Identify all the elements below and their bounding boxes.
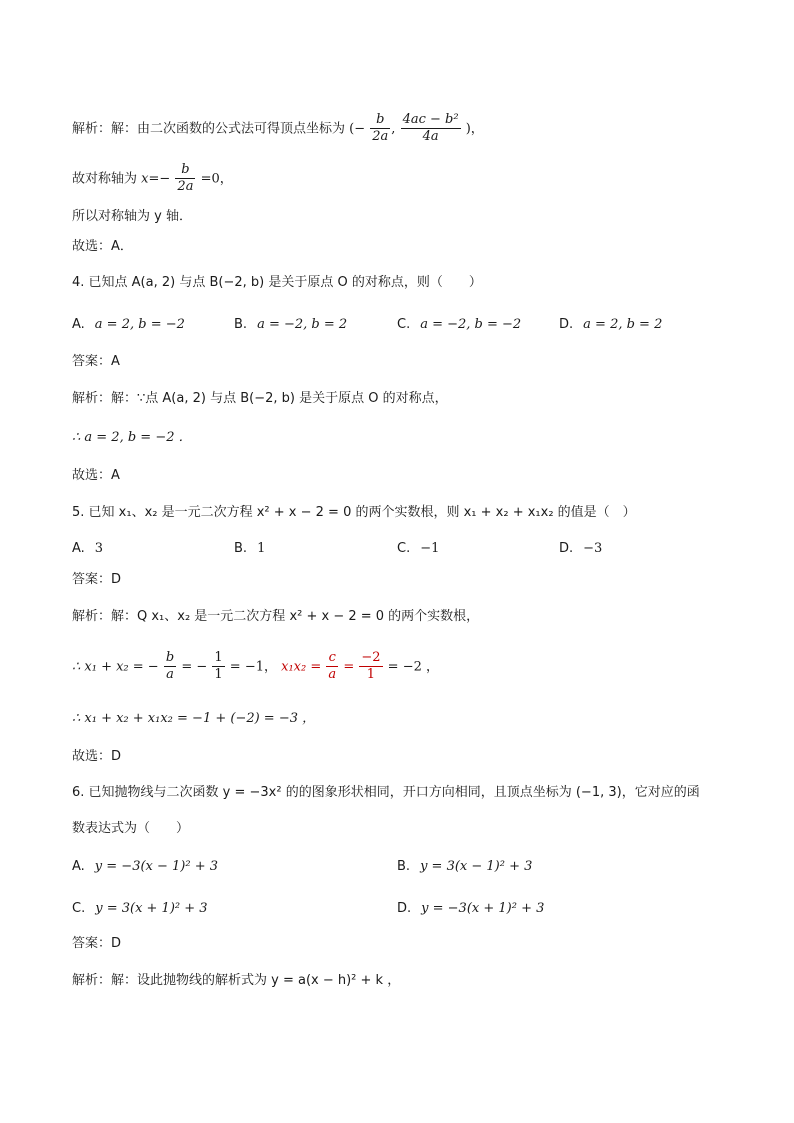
q6-option-c: C. y = 3(x + 1)² + 3 bbox=[72, 901, 208, 916]
q5-step2: ∴ x₁ + x₂ + x₁x₂ = −1 + (−2) = −3 ， bbox=[72, 711, 316, 726]
axis-tail: =0， bbox=[200, 171, 233, 187]
q6-answer: 答案：D bbox=[72, 936, 122, 951]
q5-frac-1-over-1: $\frac{1}{1}$ bbox=[214, 650, 223, 683]
q6-option-a: A. y = −3(x − 1)² + 3 bbox=[72, 859, 219, 874]
q4-choice: 故选：A bbox=[72, 468, 120, 483]
q3-solution-prefix: 解析：解：由二次函数的公式法可得顶点坐标为 bbox=[72, 121, 346, 137]
q5-option-d: D. −3 bbox=[559, 541, 603, 556]
q3-conclusion: 所以对称轴为 y 轴． bbox=[72, 209, 192, 224]
q5-stem: 5. 已知 x₁、x₂ 是一元二次方程 x² + x − 2 = 0 的两个实数根，则 x₁ + x₂ + x₁x₂ 的值是（ ） bbox=[72, 505, 636, 520]
q4-option-d: D. a = 2, b = 2 bbox=[559, 317, 663, 332]
q6-option-b: B. y = 3(x − 1)² + 3 bbox=[397, 859, 533, 874]
q5-option-b: B. 1 bbox=[234, 541, 266, 556]
vertex-open-paren: (− bbox=[349, 121, 366, 137]
q5-solution: 解析：解：Q x₁、x₂ 是一元二次方程 x² + x − 2 = 0 的两个实数根， bbox=[72, 609, 480, 624]
q4-answer: 答案：A bbox=[72, 354, 120, 369]
axis-fraction: $\frac{b}{2a}$ bbox=[177, 162, 194, 195]
q5-frac-neg2-over-1: $\frac{-2}{1}$ bbox=[361, 650, 381, 683]
q3-solution-line: 解析：解：由二次函数的公式法可得顶点坐标为 (− $\frac{b}{2a}$ , $\frac{\text{4ac − b²}}{4a}$ )， bbox=[72, 112, 484, 145]
q4-option-a: A. a = 2, b = −2 bbox=[72, 317, 185, 332]
q6-option-d: D. y = −3(x + 1)² + 3 bbox=[397, 901, 545, 916]
vertex-close-paren: )， bbox=[465, 121, 484, 137]
q5-answer: 答案：D bbox=[72, 572, 122, 587]
q3-choice: 故选：A． bbox=[72, 239, 133, 254]
q5-frac-c-over-a: $\frac{c}{a}$ bbox=[328, 650, 337, 683]
q5-option-c: C. −1 bbox=[397, 541, 440, 556]
q4-option-b: B. a = −2, b = 2 bbox=[234, 317, 348, 332]
q3-axis-line bbox=[72, 162, 233, 196]
q5-frac-b-over-a: $\frac{b}{a}$ bbox=[165, 650, 175, 683]
q6-stem-line1: 6. 已知抛物线与二次函数 y = −3x² 的的图象形状相同，开口方向相同，且顶点坐标为 (−1, 3)，它对应的函 bbox=[72, 785, 700, 800]
q5-step1: ∴ x₁ + x₂ = − $\frac{b}{a}$ = − $\frac{1}{1}$ = −1， x₁x₂ = $\frac{c}{a}$ = $\frac{-2}{1}$ = −2 ， bbox=[72, 650, 439, 683]
axis-prefix: 故对称轴为 bbox=[72, 171, 138, 187]
vertex-x-fraction: $\frac{b}{2a}$ bbox=[372, 112, 389, 145]
q5-option-a: A. 3 bbox=[72, 541, 104, 556]
axis-x: x=− bbox=[141, 171, 171, 187]
q4-stem: 4. 已知点 A(a, 2) 与点 B(−2, b) 是关于原点 O 的对称点，则（ ） bbox=[72, 275, 482, 290]
q6-solution: 解析：解：设此抛物线的解析式为 y = a(x − h)² + k ， bbox=[72, 973, 401, 988]
vertex-y-fraction: $\frac{\text{4ac − b²}}{4a}$ bbox=[402, 112, 459, 145]
q4-option-c: C. a = −2, b = −2 bbox=[397, 317, 522, 332]
q4-therefore: ∴ a = 2, b = −2 ． bbox=[72, 430, 192, 445]
q5-choice: 故选：D bbox=[72, 749, 122, 764]
q6-stem-line2: 数表达式为（ ） bbox=[72, 821, 190, 836]
q4-solution: 解析：解：∵点 A(a, 2) 与点 B(−2, b) 是关于原点 O 的对称点， bbox=[72, 391, 448, 406]
